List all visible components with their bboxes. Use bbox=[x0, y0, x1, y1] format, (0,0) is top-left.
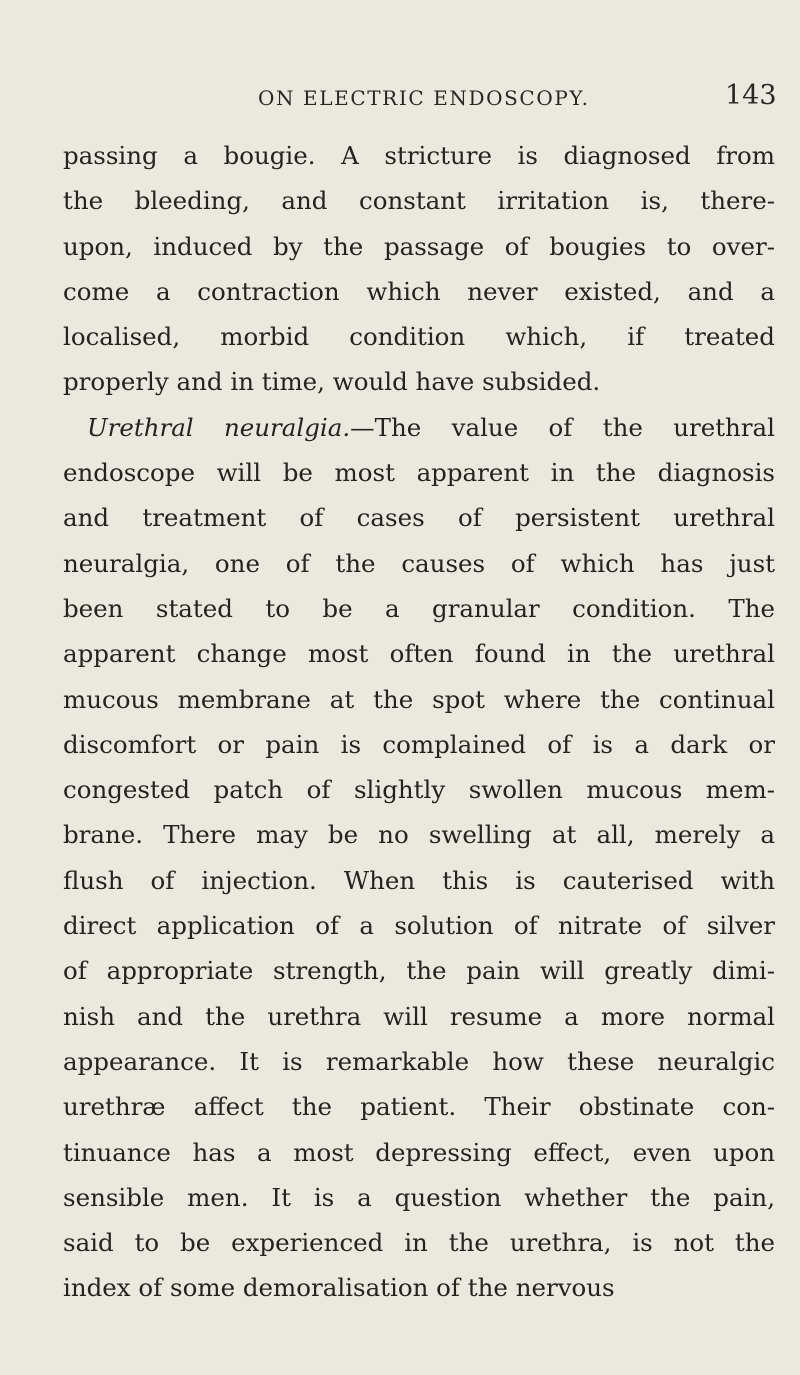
text-line: congested patch of slightly swollen mucous mem- bbox=[63, 775, 775, 805]
text-line: nish and the urethra will resume a more normal bbox=[63, 1001, 775, 1031]
text-line: passing a bougie. A stricture is diagnosed from bbox=[63, 141, 775, 170]
text-line: come a contraction which never existed, and a bbox=[63, 276, 775, 306]
text-line: neuralgia, one of the causes of which has just bbox=[63, 548, 775, 578]
text-line: discomfort or pain is complained of is a dark or bbox=[63, 729, 775, 759]
text-line: apparent change most often found in the urethral bbox=[63, 639, 775, 669]
running-head bbox=[0, 80, 800, 120]
text-line: sensible men. It is a question whether the pain, bbox=[63, 1182, 775, 1212]
text-line: been stated to be a granular condition. The bbox=[63, 593, 775, 623]
section-first-line-rest: —The value of the urethral bbox=[350, 412, 775, 442]
text-line: and treatment of cases of persistent urethral bbox=[63, 503, 775, 533]
text-line: brane. There may be no swelling at all, merely a bbox=[63, 820, 775, 850]
text-line: properly and in time, would have subsided. bbox=[63, 367, 601, 397]
text-line: localised, morbid condition which, if treated bbox=[63, 322, 775, 352]
running-title: ON ELECTRIC ENDOSCOPY. bbox=[258, 86, 590, 110]
text-line: direct application of a solution of nitrate of silver bbox=[63, 911, 775, 941]
text-line: appearance. It is remarkable how these neuralgic bbox=[63, 1046, 775, 1076]
page-number: 143 bbox=[725, 80, 777, 111]
text-line: tinuance has a most depressing effect, even upon bbox=[63, 1137, 775, 1167]
body-text bbox=[63, 133, 775, 1311]
text-line: upon, induced by the passage of bougies to over- bbox=[63, 231, 775, 261]
text-line: mucous membrane at the spot where the continual bbox=[63, 684, 775, 714]
text-line: index of some demoralisation of the nervous bbox=[63, 1273, 615, 1303]
text-line: urethræ affect the patient. Their obstinate con- bbox=[63, 1092, 775, 1122]
section-first-line bbox=[63, 405, 775, 450]
text-line: endoscope will be most apparent in the diagnosis bbox=[63, 458, 775, 488]
section-heading: Urethral neuralgia. bbox=[87, 412, 351, 442]
text-line: flush of injection. When this is cauterised with bbox=[63, 865, 775, 895]
text-line: the bleeding, and constant irritation is, there- bbox=[63, 186, 775, 216]
text-line: of appropriate strength, the pain will greatly dimi- bbox=[63, 956, 775, 986]
text-line: said to be experienced in the urethra, is not the bbox=[63, 1228, 775, 1258]
